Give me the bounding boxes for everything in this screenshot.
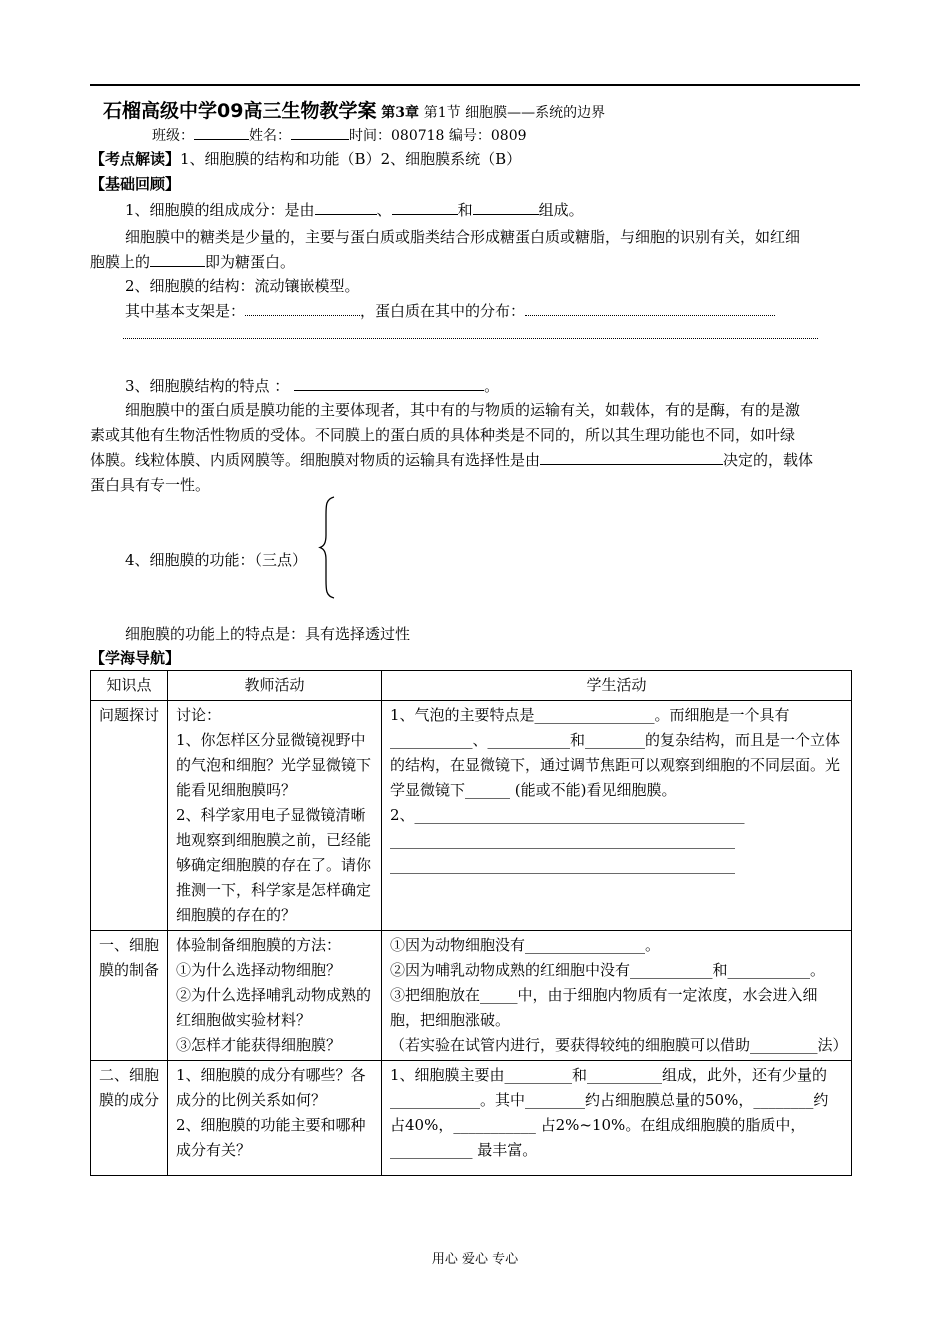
blank[interactable] — [473, 198, 539, 215]
header-rule — [90, 84, 860, 86]
blank[interactable] — [525, 299, 775, 316]
review-p6-text: 体膜。线粒体膜、内质网膜等。细胞膜对物质的运输具有选择性是由 — [90, 451, 541, 469]
review-p1 — [125, 198, 584, 222]
blank[interactable] — [315, 198, 377, 215]
review-p4-text: 其中基本支架是： — [125, 302, 246, 320]
blank[interactable] — [392, 198, 458, 215]
review-p7: 4、细胞膜的功能：（三点） — [125, 551, 308, 569]
review-p5-end: 。 — [484, 377, 500, 395]
blank[interactable] — [540, 448, 723, 465]
review-p4-cont — [123, 322, 818, 346]
review-p6-line4: 蛋白具有专一性。 — [90, 476, 211, 494]
row-teacher: 讨论： 1、你怎样区分显微镜视野中的气泡和细胞？光学显微镜下能看见细胞膜吗？ 2、科学家用电子显微镜清晰地观察到细胞膜之前，已经能够确定细胞膜的存在了。请你推测一下，科学家是怎样确定细胞膜的存在的？ — [168, 701, 382, 931]
review-p1-end: 组成。 — [538, 201, 584, 219]
guide-table — [90, 670, 852, 1176]
review-p8: 细胞膜的功能上的特点是：具有选择透过性 — [125, 625, 411, 643]
exam-points-text: 1、细胞膜的结构和功能（B）2、细胞膜系统（B） — [180, 150, 522, 168]
review-p5 — [125, 374, 499, 398]
col-header-teacher: 教师活动 — [168, 671, 382, 701]
name-blank[interactable] — [291, 123, 349, 140]
blank[interactable] — [150, 250, 205, 267]
review-p1-and: 和 — [457, 201, 473, 219]
review-p4-text2: ，蛋白质在其中的分布： — [360, 302, 526, 320]
table-row — [91, 931, 852, 1061]
review-p5-text: 3、细胞膜结构的特点 ： — [125, 377, 290, 395]
blank[interactable] — [294, 374, 484, 391]
review-heading: 【基础回顾】 — [90, 175, 181, 193]
row-topic: 一、细胞膜的制备 — [91, 931, 168, 1061]
table-row — [91, 1061, 852, 1176]
row-student[interactable]: ①因为动物细胞没有________________。 ②因为哺乳动物成熟的红细胞中没有___________和___________。 ③把细胞放在_____中，由于细胞内物质有一定浓度，水会进入细胞，把细胞涨破。 （若实验在试管内进行，要获得较纯的细胞膜可以借助_________法） — [382, 931, 852, 1061]
row-topic: 二、细胞膜的成分 — [91, 1061, 168, 1176]
table-row — [91, 701, 852, 931]
blank[interactable] — [245, 299, 360, 316]
review-p2-text: 胞膜上的 — [90, 253, 151, 271]
review-p1-text: 1、细胞膜的组成成分：是由 — [125, 201, 315, 219]
row-student[interactable]: 1、气泡的主要特点是________________。而细胞是一个具有___________、___________和________的复杂结构，而且是一个立体的结构，在显微镜下，通过调节焦距可以观察到细胞的不同层面。光学显微镜下______ (能或不能)看见细胞膜。 2、____________________________________________ ______________________________________________ ______________________________________________ — [382, 701, 852, 931]
review-p6-line1: 细胞膜中的蛋白质是膜功能的主要体现者，其中有的与物质的运输有关，如载体，有的是酶，有的是激 — [125, 401, 801, 419]
row-teacher: 1、细胞膜的成分有哪些？各成分的比例关系如何？ 2、细胞膜的功能主要和哪种成分有关？ — [168, 1061, 382, 1176]
row-topic: 问题探讨 — [91, 701, 168, 931]
review-p6-line2: 素或其他有生物活性物质的受体。不同膜上的蛋白质的具体种类是不同的，所以其生理功能也不同，如叶绿 — [90, 426, 796, 444]
review-p6-end: 决定的，载体 — [723, 451, 814, 469]
col-header-student: 学生活动 — [382, 671, 852, 701]
row-student[interactable]: 1、细胞膜主要由_________和__________组成，此外，还有少量的____________。其中________约占细胞膜总量的50%，________约占40%，___________ 占2%~10%。在组成细胞膜的脂质中，___________ 最丰富。 — [382, 1061, 852, 1176]
time-label: 时间：080718 编号：0809 — [349, 128, 527, 144]
review-p6-line3 — [90, 448, 813, 472]
blank[interactable] — [123, 322, 818, 339]
class-blank[interactable] — [194, 123, 249, 140]
chapter-label: 第3章 — [381, 105, 419, 121]
review-p1-sep: 、 — [376, 201, 392, 219]
page-title-line — [103, 99, 605, 125]
review-p2-line1: 细胞膜中的糖类是少量的，主要与蛋白质或脂类结合形成糖蛋白质或糖脂，与细胞的识别有关，如红细 — [125, 228, 801, 246]
section-title: 第1节 细胞膜——系统的边界 — [423, 105, 606, 121]
brace-icon — [318, 495, 338, 600]
review-p2-line2 — [90, 250, 295, 274]
page-footer: 用心 爱心 专心 — [431, 1252, 519, 1267]
row-teacher: 体验制备细胞膜的方法： ①为什么选择动物细胞？ ②为什么选择哺乳动物成熟的红细胞做实验材料？ ③怎样才能获得细胞膜？ — [168, 931, 382, 1061]
table-header-row — [91, 671, 852, 701]
class-label: 班级： — [152, 128, 194, 144]
col-header-topic: 知识点 — [91, 671, 168, 701]
review-p2-end: 即为糖蛋白。 — [205, 253, 296, 271]
review-p4 — [125, 299, 775, 323]
exam-points-heading: 【考点解读】 — [90, 150, 181, 168]
review-p3: 2、细胞膜的结构：流动镶嵌模型。 — [125, 277, 360, 295]
name-label: 姓名： — [249, 128, 291, 144]
exam-points — [90, 147, 521, 171]
info-line — [152, 123, 527, 148]
guide-heading: 【学海导航】 — [90, 649, 181, 667]
school-title: 石榴高级中学09高三生物教学案 — [103, 100, 377, 122]
